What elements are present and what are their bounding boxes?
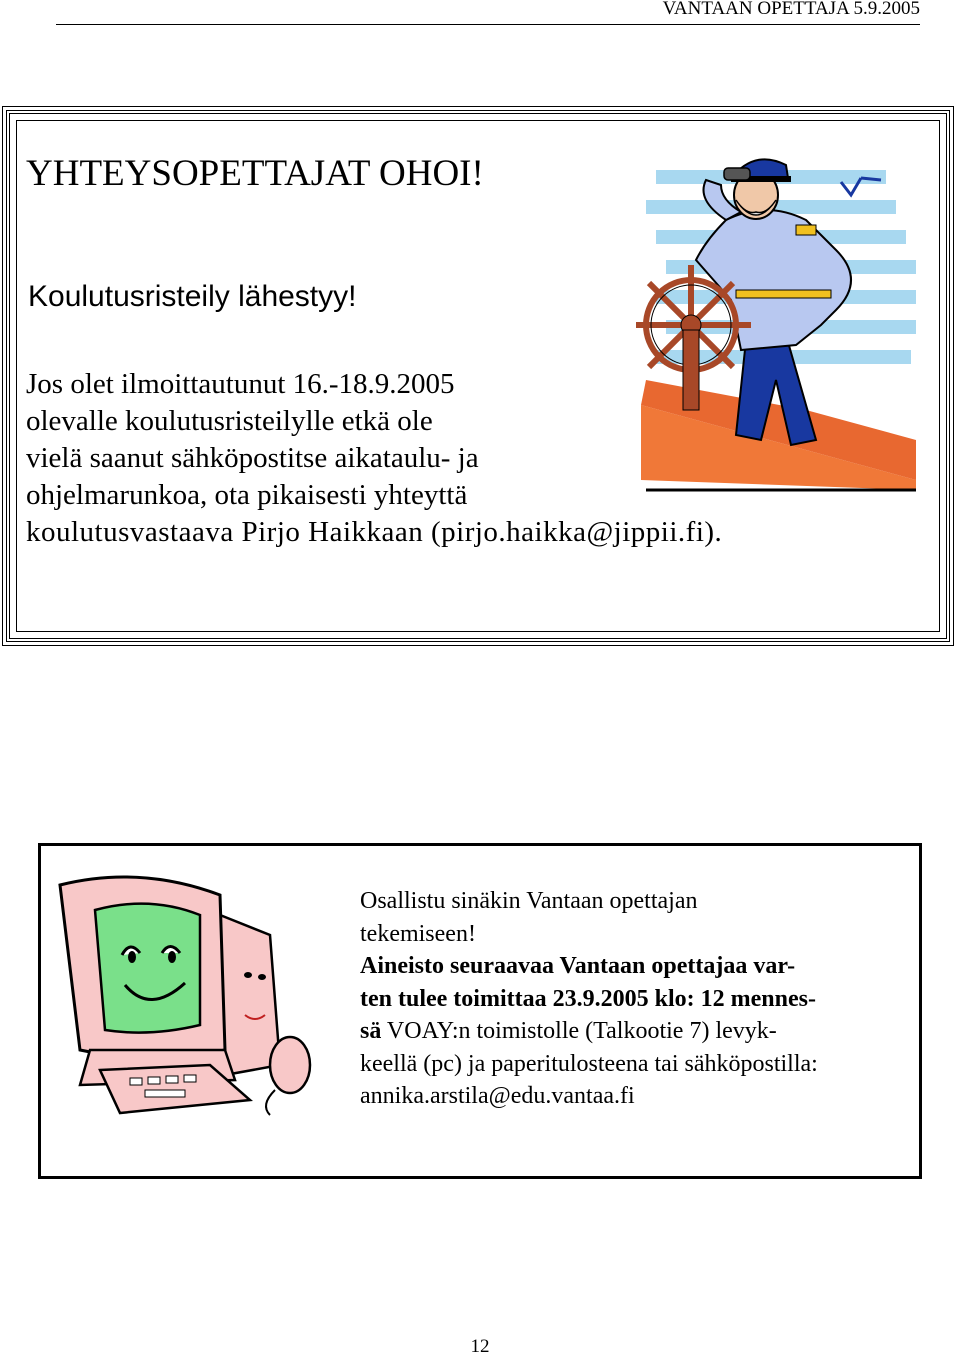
header-text: VANTAAN OPETTAJA 5.9.2005: [662, 0, 920, 19]
call-email: annika.arstila@edu.vantaa.fi: [360, 1083, 635, 1109]
call-line-4: keellä (pc) ja paperitulosteena tai sähköpostilla:: [360, 1050, 818, 1077]
notice-subtitle: Koulutusristeily lähestyy!: [28, 280, 357, 313]
notice-line-5-contact: koulutusvastaava Pirjo Haikkaan (pirjo.haikka@jippii.fi).: [26, 516, 723, 548]
call-line-3: [360, 1015, 910, 1048]
call-line-3-bold-prefix: sä: [360, 1018, 382, 1044]
notice-title: YHTEYSOPETTAJAT OHOI!: [26, 153, 484, 194]
call-line-1: Osallistu sinäkin Vantaan opettajan: [360, 888, 698, 914]
notice-line-1: Jos olet ilmoittautunut 16.-18.9.2005: [26, 368, 455, 400]
sailor-at-helm-clipart: [636, 140, 926, 500]
page-header: [56, 0, 920, 25]
call-line-3-rest: VOAY:n toimistolle (Talkootie 7) levyk-: [381, 1018, 777, 1044]
smiling-computer-clipart: [50, 865, 320, 1125]
notice-line-2: olevalle koulutusristeilylle etkä ole: [26, 405, 433, 437]
call-deadline-line-1: Aineisto seuraavaa Vantaan opettajaa var-: [360, 953, 796, 979]
call-line-2: tekemiseen!: [360, 920, 476, 947]
call-deadline-line-2: ten tulee toimittaa 23.9.2005 klo: 12 mennes-: [360, 985, 816, 1012]
page-number: 12: [470, 1336, 490, 1357]
notice-paragraph: [26, 366, 723, 551]
notice-line-4: ohjelmarunkoa, ota pikaisesti yhteyttä: [26, 479, 468, 511]
notice-line-3: vielä saanut sähköpostitse aikataulu- ja: [26, 442, 479, 474]
call-for-material-text: [360, 885, 910, 1113]
